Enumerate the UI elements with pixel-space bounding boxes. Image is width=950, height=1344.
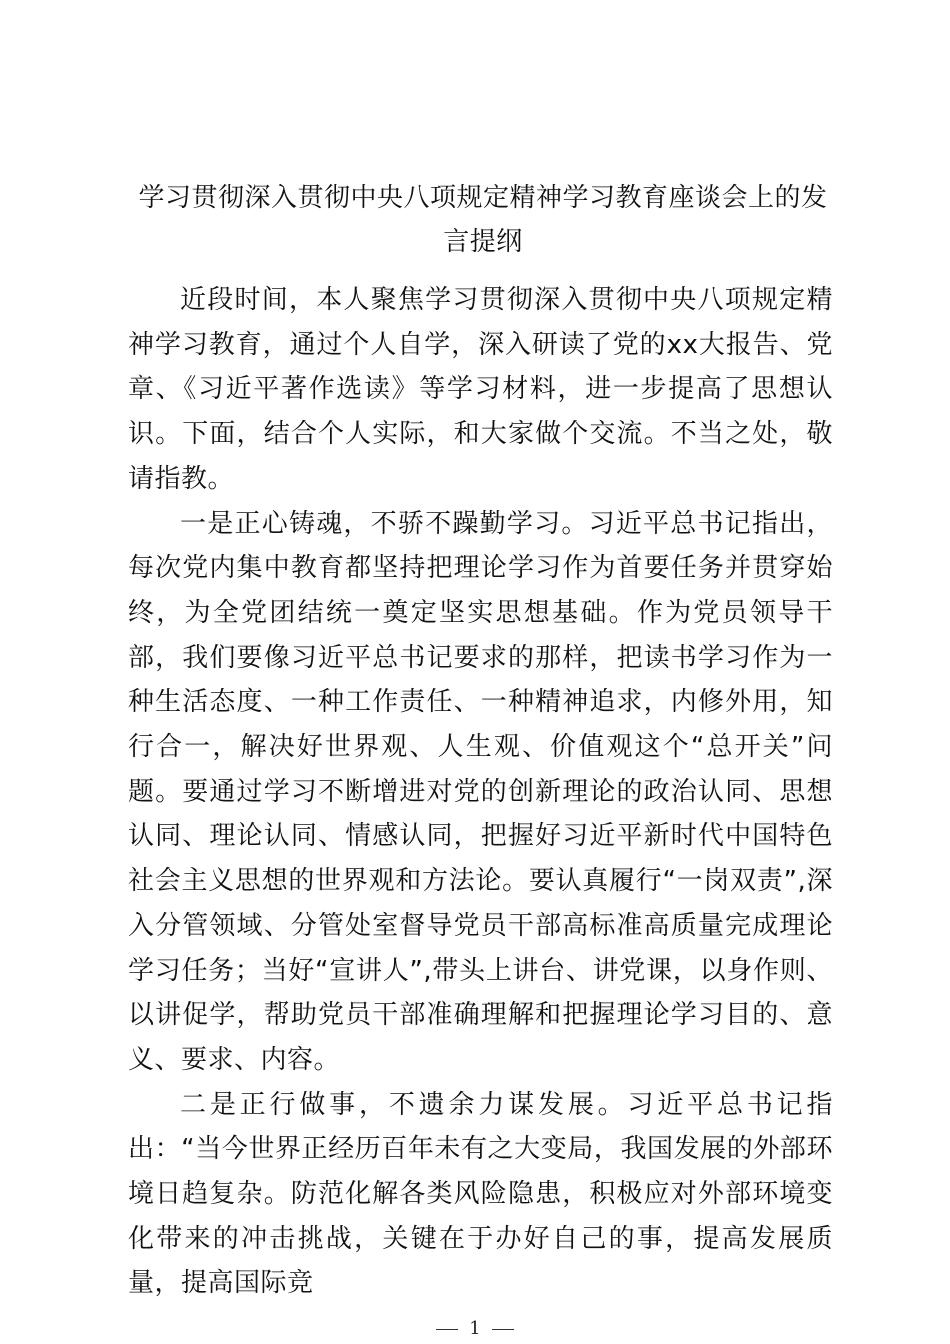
footer-dash-right [492, 1329, 514, 1330]
document-body [128, 278, 833, 1306]
footer-dash-left [436, 1329, 458, 1330]
page-number: 1 [469, 1318, 481, 1339]
paragraph-point-two: 二是正行做事，不遗余力谋发展。习近平总书记指出：“当今世界正经历百年未有之大变局，我国发展的外部环境日趋复杂。防范化解各类风险隐患，积极应对外部环境变化带来的冲击挑战，关键在于办好自己的事，提高发展质量，提高国际竞 [128, 1089, 833, 1299]
paragraph-point-one: 一是正心铸魂，不骄不躁勤学习。习近平总书记指出，每次党内集中教育都坚持把理论学习作为首要任务并贯穿始终，为全党团结统一奠定坚实思想基础。作为党员领导干部，我们要像习近平总书记要求的那样，把读书学习作为一种生活态度、一种工作责任、一种精神追求，内修外用，知行合一，解决好世界观、人生观、价值观这个“总开关”问题。要通过学习不断增进对党的创新理论的政治认同、思想认同、理论认同、情感认同，把握好习近平新时代中国特色社会主义思想的世界观和方法论。要认真履行“一岗双责”,深入分管领域、分管处室督导党员干部高标准高质量完成理论学习任务；当好“宣讲人”,带头上讲台、讲党课，以身作则、以讲促学，帮助党员干部准确理解和把握理论学习目的、意义、要求、内容。 [128, 508, 833, 1075]
page-footer [0, 1318, 950, 1340]
paragraph-intro: 近段时间，本人聚焦学习贯彻深入贯彻中央八项规定精神学习教育，通过个人自学，深入研读了党的xx大报告、党章、《习近平著作选读》等学习材料，进一步提高了思想认识。下面，结合个人实际，和大家做个交流。不当之处，敬请指教。 [128, 285, 833, 494]
document-title: 学习贯彻深入贯彻中央八项规定精神学习教育座谈会上的发言提纲 [138, 183, 828, 257]
